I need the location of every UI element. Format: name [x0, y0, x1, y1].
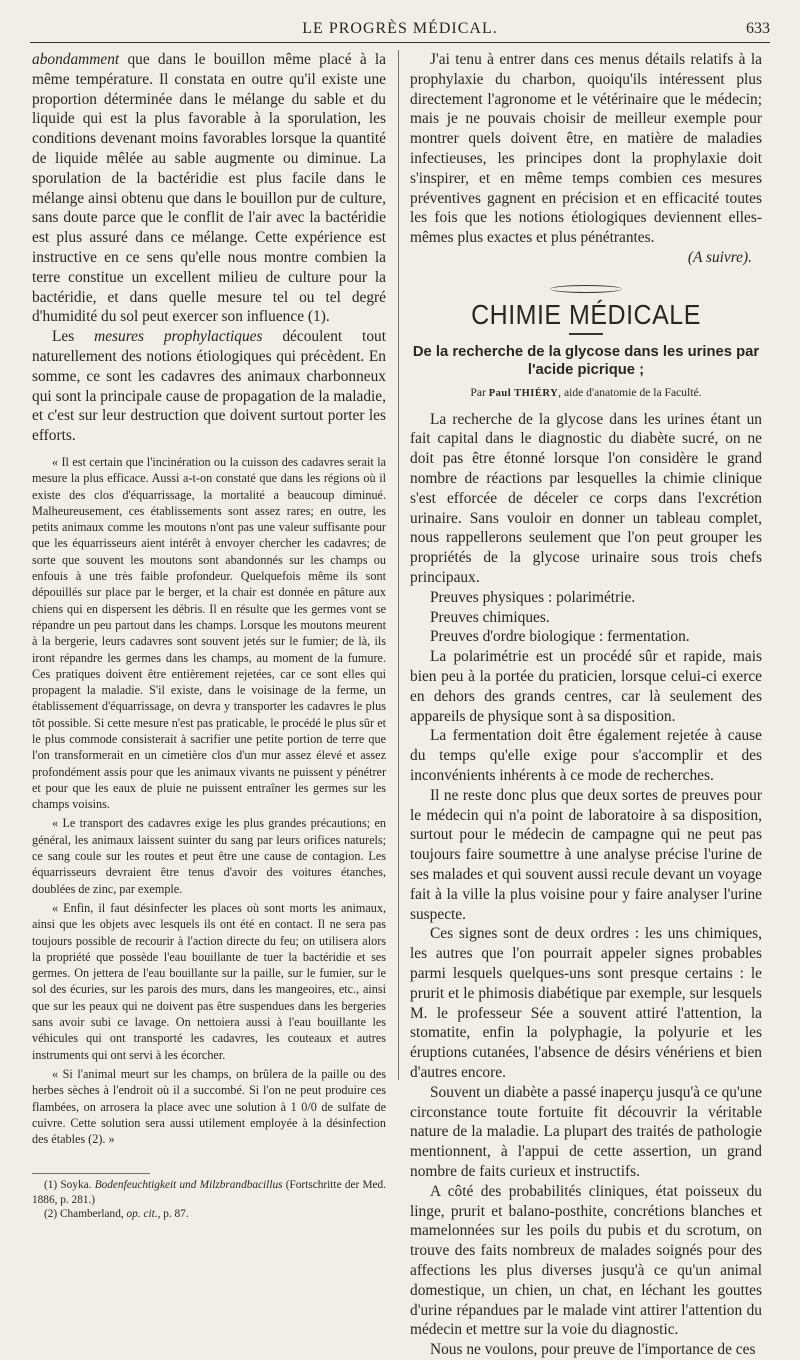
paragraph: Nous ne voulons, pour preuve de l'importance de ces	[430, 1341, 756, 1359]
quotation: « Il est certain que l'incinération ou la cuisson des cadavres serait la mesure la plus efficace. Aussi a-t-on constaté que dans les régions où il existe des clos d'équarrissage, la mortalité a beaucoup diminué. Malheureusement, ces établissements sont assez rares; en outre, les petits animaux comme les moutons n'ont pas une valeur suffisante pour que les équarrisseurs aient intérêt à envoyer chercher les cadavres; de sorte que souvent les moutons sont abandonnés sur les champs ou enfouis à une très faible profondeur. Quelquefois même ils sont dépouillés sur place par le berger, et la chair est donnée en pâture aux chiens qui en dispersent les débris. Il en résulte que les germes vont se répandre un peu partout dans les champs. Lorsque les moutons meurent à la bergerie, leurs cadavres sont souvent jetés sur le fumier; de là, ils iront répandre les germes dans les champs, au moment de la fumure. Ces pratiques doivent être entièrement rejetées, car ce sont elles qui propagent la maladie. S'il existe, dans le voisinage de la ferme, un établissement d'équarrissage, on devra y transporter les cadavres le plus tôt possible. Si cette mesure n'est pas praticable, le procédé le plus sûr et le plus commode consisterait à sacrifier une petite portion de terre que l'on transformerait en un cimetière clos d'un mur assez élevé et assez profondément assis pour que les animaux vivants ne puissent y pénétrer et pour que les eaux de pluie ne puissent entraîner les germes sur les champs voisins.	[32, 454, 386, 812]
left-column	[32, 50, 386, 1222]
paragraph: La fermentation doit être également rejetée à cause du temps qu'elle exige pour s'accomplir et des inconvénients inhérents à ce mode de recherches.	[410, 727, 762, 784]
ornament-flourish	[550, 285, 622, 293]
list-item: Preuves chimiques.	[430, 608, 550, 626]
journal-title: LE PROGRÈS MÉDICAL.	[302, 20, 498, 37]
emphasis: abondamment	[32, 51, 120, 68]
footnote-text: (2) Chamberland,	[44, 1208, 127, 1221]
footnote	[32, 1207, 386, 1221]
paragraph: La recherche de la glycose dans les urines étant un fait capital dans le diagnostic du diabète sucré, on ne doit pas être étonné lorsque l'on considère le grand nombre de réactions par lesquelles la chimie clinique s'est efforcée de déceler ce corps dans l'excrétion urinaire. Sans vouloir en donner un tableau complet, nous rappellerons seulement que l'on peut grouper les propriétés de la glycose urinaire sous trois chefs principaux.	[410, 410, 762, 587]
to-be-continued	[410, 248, 762, 268]
paragraph-text: que dans le bouillon même placé à la même température. Il constata en outre qu'il existe une proportion déterminée dans le mélange du sable et du liquide qui est la plus favorable à la sporulation, les conditions devenant moins favorables lorsque la quantité de liquide mêlée au sable augmente ou diminue. La sporulation de la bactéridie est plus facile dans le mélange ainsi obtenu que dans le bouillon pur de culture, sans doute parce que le conflit de l'air avec la bactéridie est plus assuré dans ce mélange. Cette expérience est instructive en ce sens qu'elle nous montre combien la terre constitue un excellent milieu de culture pour la bactéridie, et dans quelle mesure tel ou tel degré d'humidité du sol peut exercer son influence (1).	[32, 51, 386, 326]
quotation: « Le transport des cadavres exige les plus grandes précautions; en général, les animaux laissent suinter du sang par leurs orifices naturels; ce sang coule sur les routes et peut être une cause de contagion. Les équarrisseurs devraient être tenus d'avoir des voitures étanches, doublées de zinc, par exemple.	[32, 816, 386, 896]
footnote-text: (1) Soyka.	[44, 1179, 95, 1192]
signoff-text: (A suivre).	[687, 248, 752, 266]
paragraph	[32, 327, 386, 446]
footnote-title: op. cit.	[126, 1208, 158, 1221]
list-item: Preuves d'ordre biologique : fermentation.	[430, 628, 690, 646]
footnote	[32, 1178, 386, 1207]
paragraph: Il ne reste donc plus que deux sortes de preuves pour le médecin qui n'a point de laboratoire à sa disposition, surtout pour le médecin de campagne qui ne peut pas toujours faire soumettre à une analyse précise l'urine de ses malades et qui souvent aussi recule devant un voyage fait à la ville la plus voisine pour y faire analyser l'urine suspecte.	[410, 786, 762, 923]
byline	[410, 383, 762, 404]
byline-text: Par	[470, 385, 489, 399]
paragraph-text: Les	[52, 328, 95, 346]
author-name: Paul THIÉRY	[488, 387, 559, 399]
quotation: « Si l'animal meurt sur les champs, on brûlera de la paille ou des herbes sèches à l'endroit où il a succombé. Si l'on ne peut produire ces flambées, on arrosera la place avec une solution à 1 0/0 de sulfate de cuivre. Cette solution sera aussi utilement employée à la désinfection des étables (2). »	[32, 1066, 386, 1147]
footnote-text: , p. 87.	[157, 1208, 189, 1221]
footnote-title: Bodenfeuchtigkeit und Milzbrandbacillus	[94, 1179, 283, 1192]
paragraph: Ces signes sont de deux ordres : les uns chimiques, les autres que l'on pourrait appeler signes probables parmi lesquels quelques-uns sont presque certains : le prurit et le phimosis diabétique par exemple, sur lesquels M. le professeur Sée a souvent attiré l'attention, la stomatite, enfin la polyphagie, la polyurie et les éruptions cutanées, l'absence de désirs vénériens et bien d'autres encore.	[410, 925, 762, 1081]
list-item: Preuves physiques : polarimétrie.	[430, 588, 636, 606]
emphasis: mesures prophylactiques	[94, 328, 263, 346]
page-number: 633	[746, 20, 770, 37]
paragraph: Souvent un diabète a passé inaperçu jusqu'à ce qu'une circonstance toute fortuite fit découvrir la véritable nature de la maladie. La plupart des traités de pathologie mentionnent, à l'appui de cette assertion, un grand nombre de faits curieux et instructifs.	[410, 1083, 762, 1180]
paragraph	[32, 50, 386, 327]
paragraph-text: découlent tout naturellement des notions étiologiques qui précèdent. En somme, ce sont les cadavres des animaux charbonneux qui sont la principale cause de propagation de la maladie, et c'est sur leur destruction que doivent surtout porter les efforts.	[32, 328, 387, 445]
footnote-rule	[32, 1173, 150, 1174]
paragraph: A côté des probabilités cliniques, état poisseux du linge, prurit et balano-posthite, concrétions blanches et mamelonnées sur les poils du pubis et du scrotum, on trouve des faits nombreux de malades soignés pour des affections les plus diverses jusqu'à ce qu'un animal domestique, un chien, un chat, en léchant les gouttes d'urine répandues par le malade vint attirer l'attention du médecin et mettre sur la voie du diagnostic.	[410, 1182, 762, 1339]
ornament-divider	[410, 280, 762, 300]
running-header	[30, 18, 770, 43]
paragraph: J'ai tenu à entrer dans ces menus détails relatifs à la prophylaxie du charbon, quoiqu'ils intéressent plus directement l'agronome et le vétérinaire que le médecin; mais je ne pouvais choisir de meilleur exemple pour montrer quels doivent être, en matière de maladies infectieuses, les principes dont la prophylaxie doit s'inspirer, et en même temps combien ces mesures préventives gagnent en précision et en efficacité toutes les fois que les notions étiologiques deviennent elles-mêmes plus exactes et plus pénétrantes.	[410, 51, 762, 247]
section-title: CHIMIE MÉDICALE	[471, 298, 701, 331]
footnote-text: (Fortschritte der Med. 1886, p. 281.)	[32, 1179, 387, 1206]
right-column	[410, 50, 762, 1360]
paragraph: La polarimétrie est un procédé sûr et rapide, mais bien peu à la portée du praticien, lorsque celui-ci exerce en dehors des grands centres, car là seulement des appareils de physique sont à sa disposition.	[410, 648, 762, 725]
byline-text: , aide d'anatomie de la Faculté.	[558, 385, 702, 399]
column-divider	[398, 50, 399, 1080]
title-rule	[569, 333, 603, 335]
article-title: De la recherche de la glycose dans les urines par l'acide picrique ;	[412, 343, 760, 378]
quotation: « Enfin, il faut désinfecter les places où sont morts les animaux, ainsi que les objets avec lesquels ils ont été en contact. Il ne sera pas toujours possible de recourir à l'action directe du feu; on utilisera alors la propriété que possède l'eau bouillante de tuer la bactéridie et ses germes. On jettera de l'eau bouillante sur la paille, sur le fumier, sur le sol des écuries, sur les parois des murs, dans les mangeoires, etc., ainsi que sur les peaux qui ne doivent pas être suspendues dans les bergeries sans avoir subi ce lavage. On nettoiera aussi à l'eau bouillante les véhicules qui ont transporté les cadavres, les couteaux et autres instruments qui ont servi à les écorcher.	[32, 900, 386, 1062]
